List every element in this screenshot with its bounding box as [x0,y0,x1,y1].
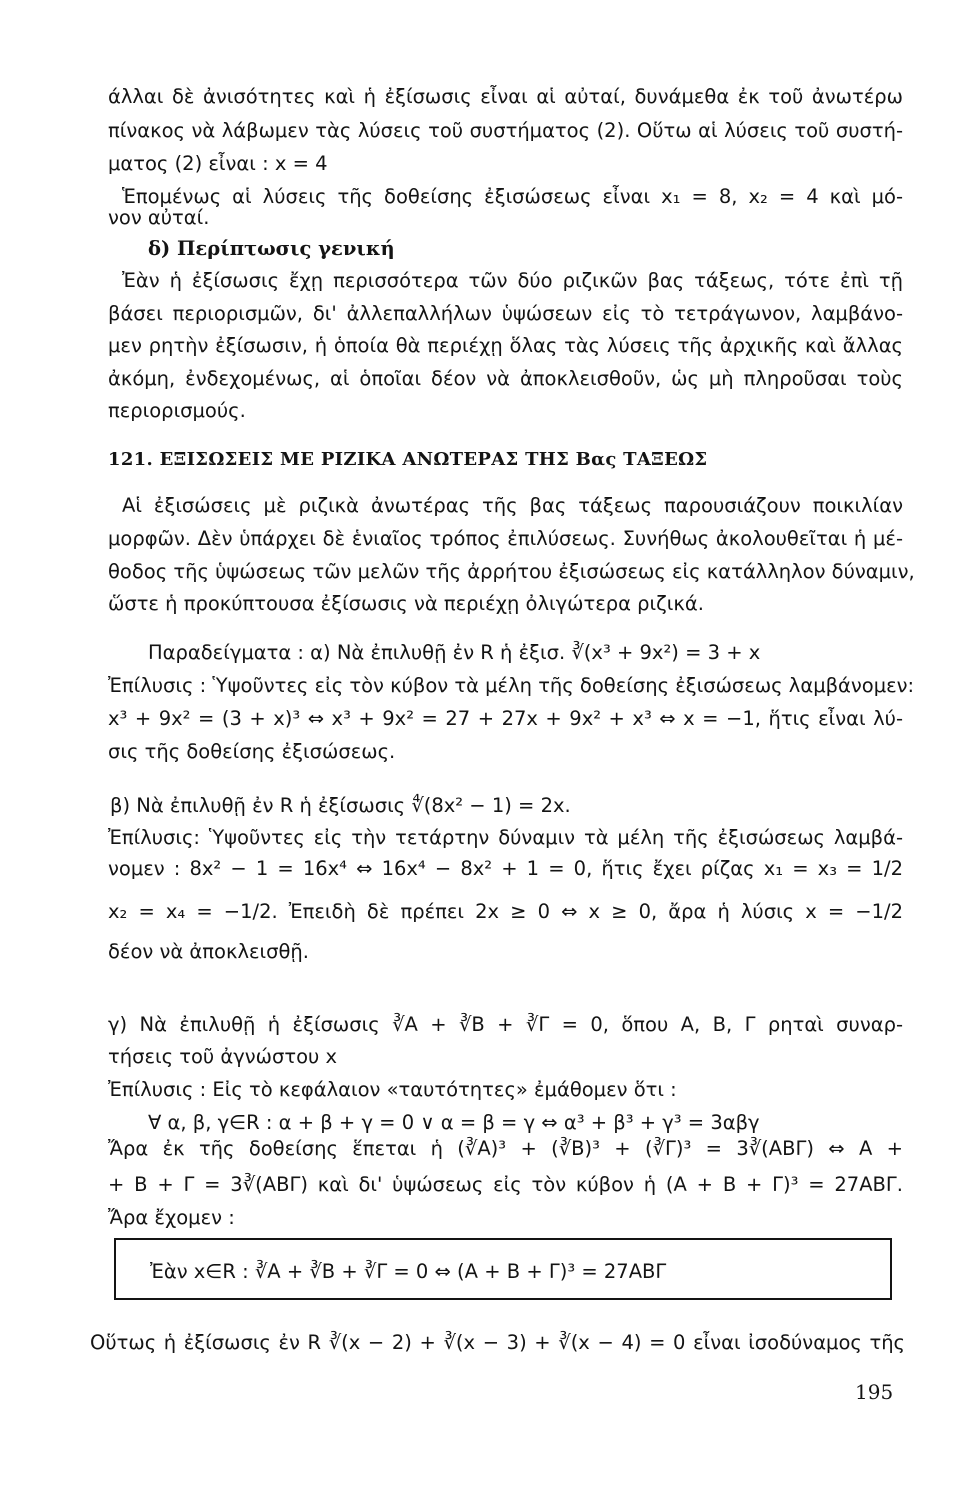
text-line: β) Νὰ ἐπιλυθῇ ἐν R ἡ ἐξίσωσις ∜(8x² − 1) = 2x. [110,794,571,817]
text-line: Ἐὰν ἡ ἐξίσωσις ἔχῃ περισσότερα τῶν δύο ριζικῶν βας τάξεως, τότε ἐπὶ τῇ [122,269,903,292]
text-line: x₂ = x₄ = −1/2. Ἐπειδὴ δὲ πρέπει 2x ≥ 0 ⇔ x ≥ 0, ἄρα ἡ λύσις x = −1/2 [108,900,903,923]
text-line: ∀ α, β, γ∈R : α + β + γ = 0 ∨ α = β = γ ⇔ α³ + β³ + γ³ = 3αβγ [148,1111,760,1134]
text-line: άλλαι δὲ ἀνισότητες καὶ ἡ ἐξίσωσις εἶναι αἱ αὐταί, δυνάμεθα ἐκ τοῦ ἀνωτέρω [108,85,903,108]
section-title: 121. ΕΞΙΣΩΣΕΙΣ ΜΕ ΡΙΖΙΚΑ ΑΝΩΤΕΡΑΣ ΤΗΣ Βας ΤΑΞΕΩΣ [108,449,708,470]
boxed-result-text: Ἐὰν x∈R : ∛Α + ∛Β + ∛Γ = 0 ⇔ (Α + Β + Γ)³ = 27ΑΒΓ [150,1260,667,1283]
text-line: περιορισμούς. [108,399,246,422]
text-line: μεν ρητὴν ἐξίσωσιν, ἡ ὁποία θὰ περιέχῃ ὅλας τὰς λύσεις τῆς ἀρχικῆς καὶ ἄλλας [108,334,903,357]
examples-line: Παραδείγματα : α) Νὰ ἐπιλυθῇ ἐν R ἡ ἐξισ. ∛(x³ + 9x²) = 3 + x [148,641,761,664]
text-line: ματος (2) εἶναι : x = 4 [108,152,328,175]
text-line: τήσεις τοῦ ἀγνώστου x [108,1045,338,1068]
text-line: μορφῶν. Δὲν ὑπάρχει δὲ ἑνιαῖος τρόπος ἐπιλύσεως. Συνήθως ἀκολουθεῖται ἡ μέ- [108,527,903,550]
text-line: νον αὐταί. [108,206,210,229]
text-line: Ἐπίλυσις : Ὑψοῦντες εἰς τὸν κύβον τὰ μέλη τῆς δοθείσης ἐξισώσεως λαμβάνομεν: [108,674,915,697]
text-line: x³ + 9x² = (3 + x)³ ⇔ x³ + 9x² = 27 + 27x + 9x² + x³ ⇔ x = −1, ἥτις εἶναι λύ- [108,707,903,730]
text-line: πίνακος νὰ λάβωμεν τὰς λύσεις τοῦ συστήματος (2). Οὕτω αἱ λύσεις τοῦ συστή- [108,119,903,142]
text-line: ὥστε ἡ προκύπτουσα ἐξίσωσις νὰ περιέχῃ ὀλιγώτερα ριζικά. [108,592,704,615]
text-line: Ἑπομένως αἱ λύσεις τῆς δοθείσης ἐξισώσεως εἶναι x₁ = 8, x₂ = 4 καὶ μό- [122,185,903,208]
text-line: σις τῆς δοθείσης ἐξισώσεως. [108,740,396,763]
text-line: γ) Νὰ ἐπιλυθῇ ἡ ἐξίσωσις ∛Α + ∛Β + ∛Γ = 0, ὅπου Α, Β, Γ ρηταὶ συναρ- [108,1013,903,1036]
text-line: + Β + Γ = 3∛(ΑΒΓ) καὶ δι' ὑψώσεως εἰς τὸν κύβον ἡ (Α + Β + Γ)³ = 27ΑΒΓ. [108,1173,903,1196]
text-line: Οὕτως ἡ ἐξίσωσις ἐν R ∛(x − 2) + ∛(x − 3) + ∛(x − 4) = 0 εἶναι ἰσοδύναμος τῆς [90,1331,905,1354]
section-heading: δ) Περίπτωσις γενική [148,237,395,260]
text-line: Ἐπίλυσις: Ὑψοῦντες εἰς τὴν τετάρτην δύναμιν τὰ μέλη τῆς ἐξισώσεως λαμβά- [108,826,903,849]
text-line: Ἐπίλυσις : Εἰς τὸ κεφάλαιον «ταυτότητες» ἐμάθομεν ὅτι : [108,1078,677,1101]
text-line: Ἄρα ἔχομεν : [108,1206,235,1229]
text-line: δέον νὰ ἀποκλεισθῇ. [108,940,309,963]
text-line: Αἱ ἐξισώσεις μὲ ριζικὰ ἀνωτέρας τῆς βας τάξεως παρουσιάζουν ποικιλίαν [122,494,903,517]
text-line: Ἄρα ἐκ τῆς δοθείσης ἕπεται ἡ (∛Α)³ + (∛Β)³ + (∛Γ)³ = 3∛(ΑΒΓ) ⇔ Α + [108,1137,903,1160]
text-line: θοδος τῆς ὑψώσεως τῶν μελῶν τῆς ἀρρήτου ἐξισώσεως εἰς κατάλληλον δύναμιν, [108,560,915,583]
text-line: βάσει περιορισμῶν, δι' ἀλλεπαλλήλων ὑψώσεων εἰς τὸ τετράγωνον, λαμβάνο- [108,302,903,325]
text-line: νομεν : 8x² − 1 = 16x⁴ ⇔ 16x⁴ − 8x² + 1 = 0, ἥτις ἔχει ρίζας x₁ = x₃ = 1/2 [108,857,903,880]
text-line: ἀκόμη, ἐνδεχομένως, αἱ ὁποῖαι δέον νὰ ἀποκλεισθοῦν, ὡς μὴ πληροῦσαι τοὺς [108,367,903,390]
page-number: 195 [855,1380,894,1404]
